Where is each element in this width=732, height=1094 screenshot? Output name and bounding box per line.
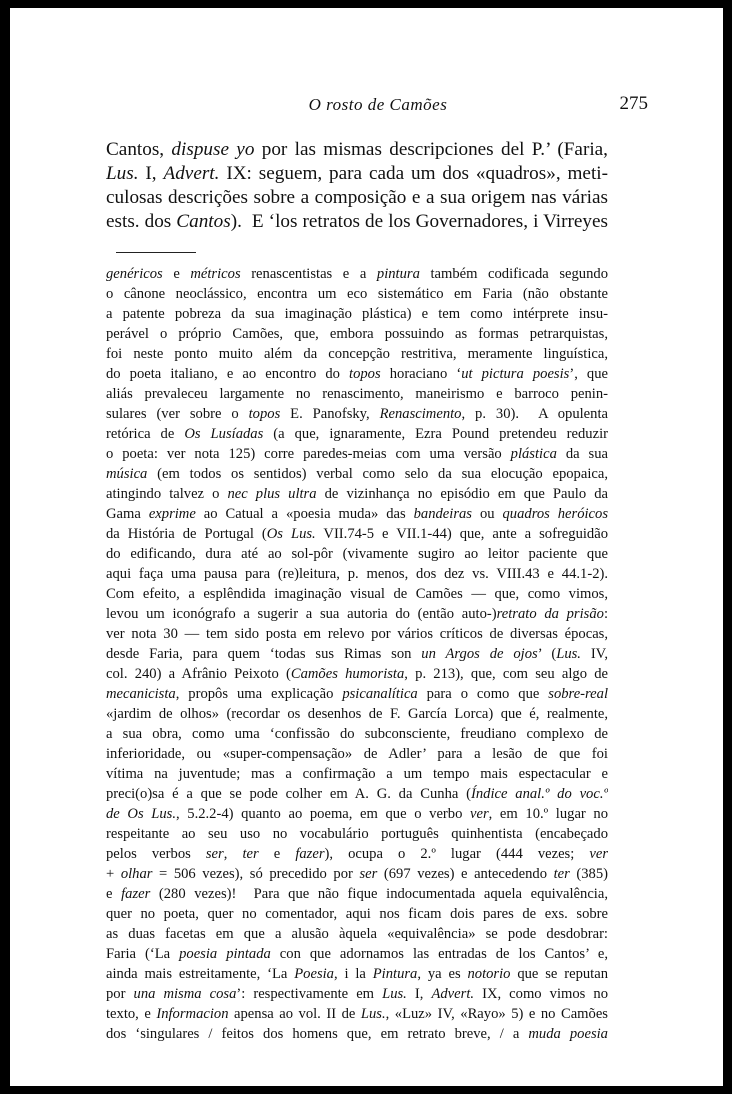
- footnote-line: col. 240) a Afrânio Peixoto (Camões humorista, p. 213), que, com seu algo de: [106, 666, 608, 682]
- footnote-line: da História de Portugal (Os Lus. VII.74-5 e VII.1-44) que, ante a sofreguidão: [106, 526, 608, 542]
- footnote-line: retórica de Os Lusíadas (a que, ignaramente, Ezra Pound pretendeu reduzir: [106, 426, 608, 442]
- body-text-line: Lus. I, Advert. IX: seguem, para cada um dos «quadros», meti-: [106, 163, 608, 184]
- footnote-line: atingindo talvez o nec plus ultra de vizinhança no episódio em que Paulo da: [106, 486, 608, 502]
- footnote-line: vítima na juventude; mas a confirmação a um tempo mais espectacular e: [106, 766, 608, 782]
- footnote-line: e fazer (280 vezes)! Para que não fique indocumentada aquela equivalência,: [106, 886, 608, 902]
- footnote-line: mecanicista, propôs uma explicação psicanalítica para o como que sobre-real: [106, 686, 608, 702]
- footnote-line: ainda mais estreitamente, ‘La Poesia, i la Pintura, ya es notorio que se reputan: [106, 966, 608, 982]
- footnote-line: o poeta: ver nota 125) corre paredes-meias com uma versão plástica da sua: [106, 446, 608, 462]
- footnote-line: as duas facetas em que a alusão àquela «equivalência» se pode desdobrar:: [106, 926, 608, 942]
- footnote-line: sulares (ver sobre o topos E. Panofsky, Renascimento, p. 30). A opulenta: [106, 406, 608, 422]
- footnote-line: genéricos e métricos renascentistas e a pintura também codificada segundo: [106, 266, 608, 282]
- footnote-line: do poeta italiano, e ao encontro do topos horaciano ‘ut pictura poesis’, que: [106, 366, 608, 382]
- footnote-line: por una misma cosa’: respectivamente em Lus. I, Advert. IX, como vimos no: [106, 986, 608, 1002]
- footnote-line: do edificando, dura até ao sol-pôr (vivamente sugiro ao leitor paciente que: [106, 546, 608, 562]
- footnote-line: Com efeito, a esplêndida imaginação visual de Camões — que, como vimos,: [106, 586, 608, 602]
- page-number: 275: [619, 93, 648, 114]
- footnote-line: a sua obra, como uma ‘confissão do subconsciente, freudiano complexo de: [106, 726, 608, 742]
- footnote-line: de Os Lus., 5.2.2-4) quanto ao poema, em que o verbo ver, em 10.º lugar no: [106, 806, 608, 822]
- footnote-line: Faria (‘La poesia pintada con que adornamos las entradas de los Cantos’ e,: [106, 946, 608, 962]
- footnote-line: foi neste ponto muito além da concepção restritiva, meramente linguística,: [106, 346, 608, 362]
- footnote-divider: [116, 252, 196, 253]
- footnote-line: dos ‘singulares / feitos dos homens que, em retrato breve, / a muda poesia: [106, 1026, 608, 1042]
- footnote-line: aliás prevaleceu largamente no renascimento, maneirismo e barroco penin-: [106, 386, 608, 402]
- footnote-line: «jardim de olhos» (recordar os desenhos de F. García Lorca) que é, realmente,: [106, 706, 608, 722]
- footnote-line: levou um iconógrafo a sugerir a sua autoria do (então auto-)retrato da prisão:: [106, 606, 608, 622]
- page-header: [108, 93, 648, 119]
- footnote-line: pelos verbos ser, ter e fazer), ocupa o 2.º lugar (444 vezes; ver: [106, 846, 608, 862]
- footnote-line: a patente pobreza da sua imaginação plástica) e tem como intérprete insu-: [106, 306, 608, 322]
- book-page: [10, 8, 723, 1086]
- footnote-line: o cânone neoclássico, encontra um eco sistemático em Faria (não obstante: [106, 286, 608, 302]
- body-text-line: culosas descrições sobre a composição e a sua origem nas várias: [106, 187, 608, 208]
- footnote: [106, 264, 608, 1044]
- footnote-line: aqui faça uma pausa para (re)leitura, p. menos, dos dez vs. VIII.43 e 44.1-2).: [106, 566, 608, 582]
- footnote-line: + olhar = 506 vezes), só precedido por ser (697 vezes) e antecedendo ter (385): [106, 866, 608, 882]
- footnote-line: respeitante ao seu uso no vocabulário português quinhentista (encabeçado: [106, 826, 608, 842]
- footnote-line: inferioridade, ou «super-compensação» de Adler’ para a lesão de que foi: [106, 746, 608, 762]
- footnote-line: Gama exprime ao Catual a «poesia muda» das bandeiras ou quadros heróicos: [106, 506, 608, 522]
- body-text-line: Cantos, dispuse yo por las mismas descripciones del P.’ (Faria,: [106, 139, 608, 160]
- footnote-line: preci(o)sa é a que se pode colher em A. G. da Cunha (Índice anal.º do voc.º: [106, 786, 608, 802]
- running-title: O rosto de Camões: [308, 95, 448, 114]
- body-text: [106, 138, 608, 234]
- footnote-line: texto, e Informacion apensa ao vol. II de Lus., «Luz» IV, «Rayo» 5) e no Camões: [106, 1006, 608, 1022]
- footnote-line: perável o próprio Camões, que, embora possuindo as formas petrarquistas,: [106, 326, 608, 342]
- footnote-line: música (em todos os sentidos) verbal como selo da sua elocução epopaica,: [106, 466, 608, 482]
- body-text-line: ests. dos Cantos). E ‘los retratos de los Governadores, i Virreyes: [106, 211, 608, 232]
- footnote-line: quer no poeta, quer no comentador, aqui nos ficam dois pares de exs. sobre: [106, 906, 608, 922]
- footnote-line: ver nota 30 — tem sido posta em relevo por vários críticos de diversas épocas,: [106, 626, 608, 642]
- footnote-line: desde Faria, para quem ‘todas sus Rimas son un Argos de ojos’ (Lus. IV,: [106, 646, 608, 662]
